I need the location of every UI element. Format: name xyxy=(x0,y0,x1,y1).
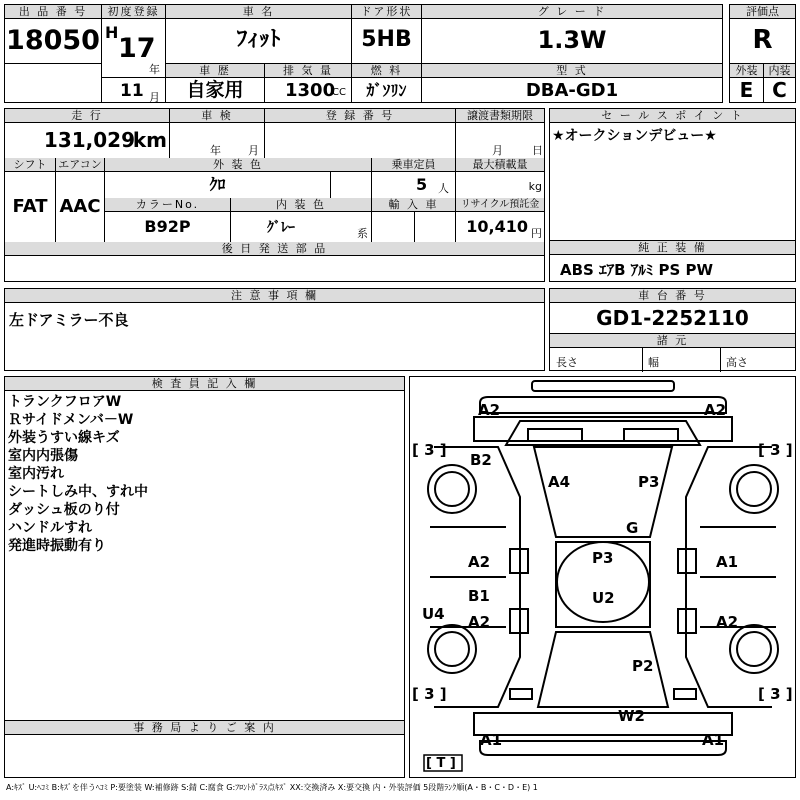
inspector-notes xyxy=(5,391,404,557)
grade-label: グ レ ー ド xyxy=(422,5,722,19)
height-label: 高さ xyxy=(726,356,748,369)
equipment-box xyxy=(549,240,796,282)
import-value xyxy=(371,211,455,242)
tire-front-right: [ 3 ] xyxy=(758,441,793,459)
color-no: B92P xyxy=(104,211,230,242)
specs-block xyxy=(4,108,545,282)
transfer-label: 譲渡書類期限 xyxy=(455,109,544,123)
tire-rear-right: [ 3 ] xyxy=(758,685,793,703)
fuel: ｶﾞｿﾘﾝ xyxy=(366,81,407,100)
dims-label: 諸 元 xyxy=(550,334,795,348)
interior-color-unit: 系 xyxy=(357,227,368,240)
model: DBA-GD1 xyxy=(525,80,619,101)
score: R xyxy=(752,25,773,55)
office-label: 事 務 局 よ り ご 案 内 xyxy=(5,721,404,735)
import-label: 輸 入 車 xyxy=(371,198,455,212)
mileage: 131,029 xyxy=(43,128,135,152)
tire-rear-left: [ 3 ] xyxy=(412,685,447,703)
ext-label: 外装 xyxy=(730,64,763,78)
recycle-label: リサイクル預託金 xyxy=(455,198,544,212)
damage-p3-hood: P3 xyxy=(638,473,660,491)
damage-a1-rear-left: A1 xyxy=(480,731,503,749)
model-label: 型 式 xyxy=(422,64,722,78)
damage-u4: U4 xyxy=(422,605,445,623)
reg-no-value xyxy=(264,122,455,158)
ac-label: エアコン xyxy=(55,158,104,172)
note-line: シートしみ中、すれ中 xyxy=(8,484,148,500)
reg-month: 11 xyxy=(120,81,144,101)
history-box xyxy=(165,63,265,103)
equipment-text: ABS ｴｱB ｱﾙﾐ PS PW xyxy=(560,261,714,279)
int-score: C xyxy=(772,78,787,102)
inspector-box xyxy=(4,376,405,721)
car-outline xyxy=(410,377,795,777)
car-name: ﾌｨｯﾄ xyxy=(236,27,281,52)
door-type: 5HB xyxy=(361,27,412,52)
car-name-box xyxy=(165,4,352,64)
chassis-box xyxy=(549,288,796,371)
lot-label: 出 品 番 号 xyxy=(5,5,101,19)
note-line: Ｒサイドメンバ－W xyxy=(8,412,134,428)
year-unit: 年 xyxy=(149,63,160,76)
score-box xyxy=(729,4,796,64)
color-no-label: カラーNo. xyxy=(104,198,230,212)
displacement-unit: CC xyxy=(332,87,346,98)
door-label: ドア形状 xyxy=(352,5,421,19)
sales-box xyxy=(549,108,796,241)
tire-front-left: [ 3 ] xyxy=(412,441,447,459)
month-unit: 月 xyxy=(149,91,160,104)
chassis-number: GD1-2252110 xyxy=(550,303,795,334)
interior-color: ｸﾞﾚｰ xyxy=(267,220,295,236)
damage-p2: P2 xyxy=(632,657,654,675)
car-diagram xyxy=(409,376,796,778)
reg-year: 17 xyxy=(118,33,156,64)
legend: A:ｷｽﾞ U:ﾍｺﾐ B:ｷｽﾞを伴うﾍｺﾐ P:要塗装 W:補修跡 S:錆 C:腐食 G:ﾌﾛﾝﾄｶﾞﾗｽ点ｷｽﾞ XX:交換済み X:要交換 内・外装評価 5段階ﾗﾝｸ順(A・B・C・D・E) 1 xyxy=(6,783,538,792)
note-line: 室内内張傷 xyxy=(8,448,78,464)
note-line: トランクフロアW xyxy=(8,394,122,410)
transfer-day-unit: 日 xyxy=(532,144,543,157)
lot-box xyxy=(4,4,102,103)
damage-p3-roof: P3 xyxy=(592,549,614,567)
int-box xyxy=(763,63,796,103)
interior-color-label: 内 装 色 xyxy=(230,198,371,212)
model-box xyxy=(421,63,723,103)
shift-label: シフト xyxy=(5,158,55,172)
recycle-unit: 円 xyxy=(531,227,542,240)
mileage-unit: km xyxy=(132,128,167,152)
insp-year-unit: 年 xyxy=(210,144,221,157)
displacement-label: 排 気 量 xyxy=(265,64,351,78)
damage-b1: B1 xyxy=(468,587,490,605)
caution-box xyxy=(4,288,545,371)
damage-a4: A4 xyxy=(548,473,571,491)
transfer-month-unit: 月 xyxy=(492,144,503,157)
mileage-label: 走 行 xyxy=(5,109,169,123)
lot-number: 18050 xyxy=(5,19,101,64)
ext-score: E xyxy=(739,78,754,102)
later-parts-label: 後 日 発 送 部 品 xyxy=(5,242,544,256)
inspection-label: 車 検 xyxy=(169,109,264,123)
ac: AAC xyxy=(55,171,104,242)
ext-box xyxy=(729,63,764,103)
office-box xyxy=(4,720,405,778)
damage-a2-lower-right: A2 xyxy=(716,613,739,631)
door-box xyxy=(351,4,422,64)
insp-month-unit: 月 xyxy=(248,144,259,157)
grade: 1.3W xyxy=(537,26,607,54)
damage-a2-front-left: A2 xyxy=(478,401,501,419)
first-reg-box xyxy=(101,4,166,103)
note-line: ハンドルすれ xyxy=(8,520,92,536)
color-label: 外 装 色 xyxy=(104,158,371,172)
damage-a2-front-right: A2 xyxy=(704,401,727,419)
note-line: ダッシュ板のり付 xyxy=(8,502,120,518)
era: H xyxy=(105,23,119,42)
capacity-label: 乗車定員 xyxy=(371,158,455,172)
note-line: 発進時振動有り xyxy=(8,538,106,554)
damage-a1-rear-right: A1 xyxy=(702,731,725,749)
note-line: 室内汚れ xyxy=(8,466,64,482)
reg-no-label: 登 録 番 号 xyxy=(264,109,455,123)
damage-u2: U2 xyxy=(592,589,615,607)
grade-box xyxy=(421,4,723,64)
damage-a2-mid-left: A2 xyxy=(468,553,491,571)
history: 自家用 xyxy=(186,79,244,101)
capacity: 5 xyxy=(416,175,428,194)
damage-a1-mid-right: A1 xyxy=(716,553,739,571)
chassis-label: 車 台 番 号 xyxy=(550,289,795,303)
car-name-label: 車 名 xyxy=(166,5,351,19)
caution-text: 左ドアミラー不良 xyxy=(9,311,129,329)
shift: FAT xyxy=(12,196,48,217)
displacement-box xyxy=(264,63,352,103)
load-label: 最大積載量 xyxy=(455,158,544,172)
load-unit: kg xyxy=(528,180,542,193)
history-label: 車 歴 xyxy=(166,64,264,78)
damage-g: G xyxy=(626,519,639,537)
displacement: 1300 xyxy=(285,80,336,101)
length-label: 長さ xyxy=(556,356,578,369)
int-label: 内装 xyxy=(764,64,795,78)
damage-a2-lower-left: A2 xyxy=(468,613,491,631)
color: ｸﾛ xyxy=(209,175,226,194)
caution-label: 注 意 事 項 欄 xyxy=(5,289,544,303)
sales-text: ★オークションデビュー★ xyxy=(552,128,717,144)
width-label: 幅 xyxy=(648,356,659,369)
note-line: 外装うすい線キズ xyxy=(8,430,120,446)
fuel-box xyxy=(351,63,422,103)
recycle: 10,410 xyxy=(466,217,528,236)
damage-w2: W2 xyxy=(618,707,645,725)
sales-label: セ ー ル ス ポ イ ン ト xyxy=(550,109,795,123)
inspector-label: 検 査 員 記 入 欄 xyxy=(5,377,404,391)
equipment-label: 純 正 装 備 xyxy=(550,241,795,255)
first-reg-label: 初度登録 xyxy=(102,5,165,19)
spare-tire: [ T ] xyxy=(426,756,456,771)
score-label: 評価点 xyxy=(730,5,795,19)
fuel-label: 燃 料 xyxy=(352,64,421,78)
damage-b2: B2 xyxy=(470,451,492,469)
capacity-unit: 人 xyxy=(438,182,449,195)
